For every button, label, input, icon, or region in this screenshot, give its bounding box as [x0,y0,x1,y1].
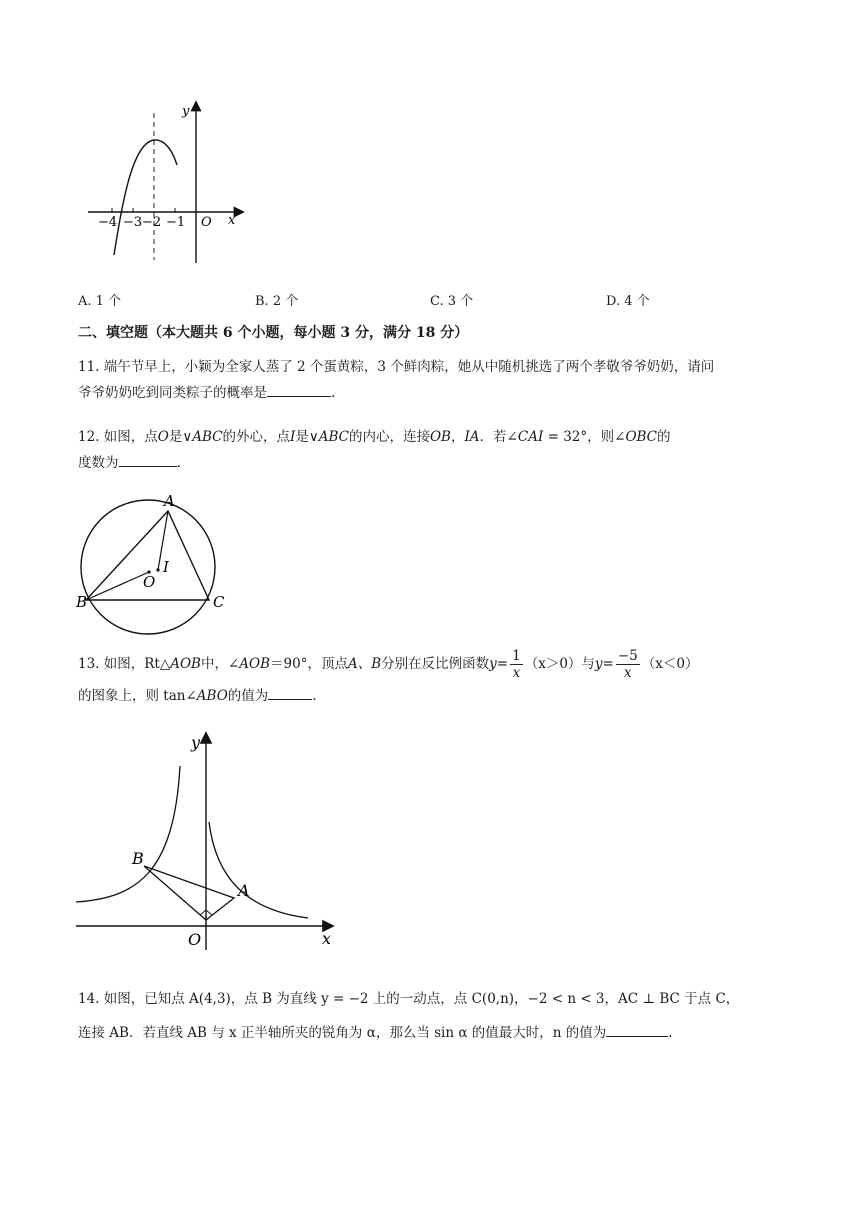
svg-text:B: B [132,849,144,868]
circle-triangle-figure [76,490,236,640]
q14-line1: 14. 如图，已知点 A(4,3)，点 B 为直线 y = −2 上的一动点，点 C(0,n)，−2 < n < 3，AC ⊥ BC 于点 C， [78,991,740,1007]
svg-text:C: C [213,593,225,611]
question-13: 13. 如图，Rt△AOB中，∠AOB＝90°，顶点A、B分别在反比例函数y= $\frac{1}{x}$ （x＞0）与y= $\frac{-5}{x}$ （x＜0） 的图象上，则 tan∠ABO的值为 . [78,648,699,704]
svg-text:I: I [163,558,169,576]
y-axis-label: y [182,104,190,119]
answer-blank [119,452,177,467]
left-hyperbola [76,766,180,902]
answer-blank [267,382,331,397]
svg-text:O: O [143,573,156,591]
question-14: 14. 如图，已知点 A(4,3)，点 B 为直线 y = −2 上的一动点，点 C(0,n)，−2 < n < 3，AC ⊥ BC 于点 C， 连接 AB．若直线 AB 与 x 正半轴所夹的锐角为 α，那么当 sin α 的值最大时，n 的值为 . [78,982,788,1050]
svg-text:O: O [188,930,202,949]
q11-line1: 11. 端午节早上，小颖为全家人蒸了 2 个蛋黄粽，3 个鲜肉粽，她从中随机挑选了两个孝敬爷爷奶奶，请问 [78,359,715,375]
tick-label: −4 [98,215,118,230]
x-axis-label: x [228,213,236,228]
question-12: 12. 如图，点O是∨ABC的外心，点I是∨ABC的内心，连接OB，IA．若∠CAI = 32°，则∠OBC的 度数为 . [78,429,671,471]
circumcircle [81,500,215,634]
svg-text:A: A [164,492,175,510]
q11-line2: 爷爷奶奶吃到同类粽子的概率是 [78,385,267,401]
choice-a: A. 1 个 [78,294,122,309]
svg-text:y: y [191,733,201,752]
section-title: 二、填空题（本大题共 6 个小题，每小题 3 分，满分 18 分） [78,325,469,341]
hyperbola-figure [76,728,338,950]
answer-blank [268,685,312,700]
tick-label: −1 [166,215,186,230]
choice-b: B. 2 个 [255,294,299,309]
parabola-graph [80,95,250,270]
tick-label: −2 [142,215,162,230]
parabola-curve [114,140,177,255]
right-hyperbola [209,822,308,918]
origin-label: O [201,215,212,230]
triangle-aob [144,866,234,920]
answer-blank [606,1022,668,1037]
choice-c: C. 3 个 [430,294,474,309]
q14-line2: 连接 AB．若直线 AB 与 x 正半轴所夹的锐角为 α，那么当 sin α 的值最大时，n 的值为 [78,1025,607,1041]
svg-text:A: A [238,881,250,900]
svg-text:x: x [322,929,332,948]
svg-text:B: B [76,593,88,611]
choice-d: D. 4 个 [606,294,650,309]
tick-label: −3 [123,215,143,230]
question-11: 11. 端午节早上，小颖为全家人蒸了 2 个蛋黄粽，3 个鲜肉粽，她从中随机挑选了两个孝敬爷爷奶奶，请问 爷爷奶奶吃到同类粽子的概率是 . [78,354,788,406]
